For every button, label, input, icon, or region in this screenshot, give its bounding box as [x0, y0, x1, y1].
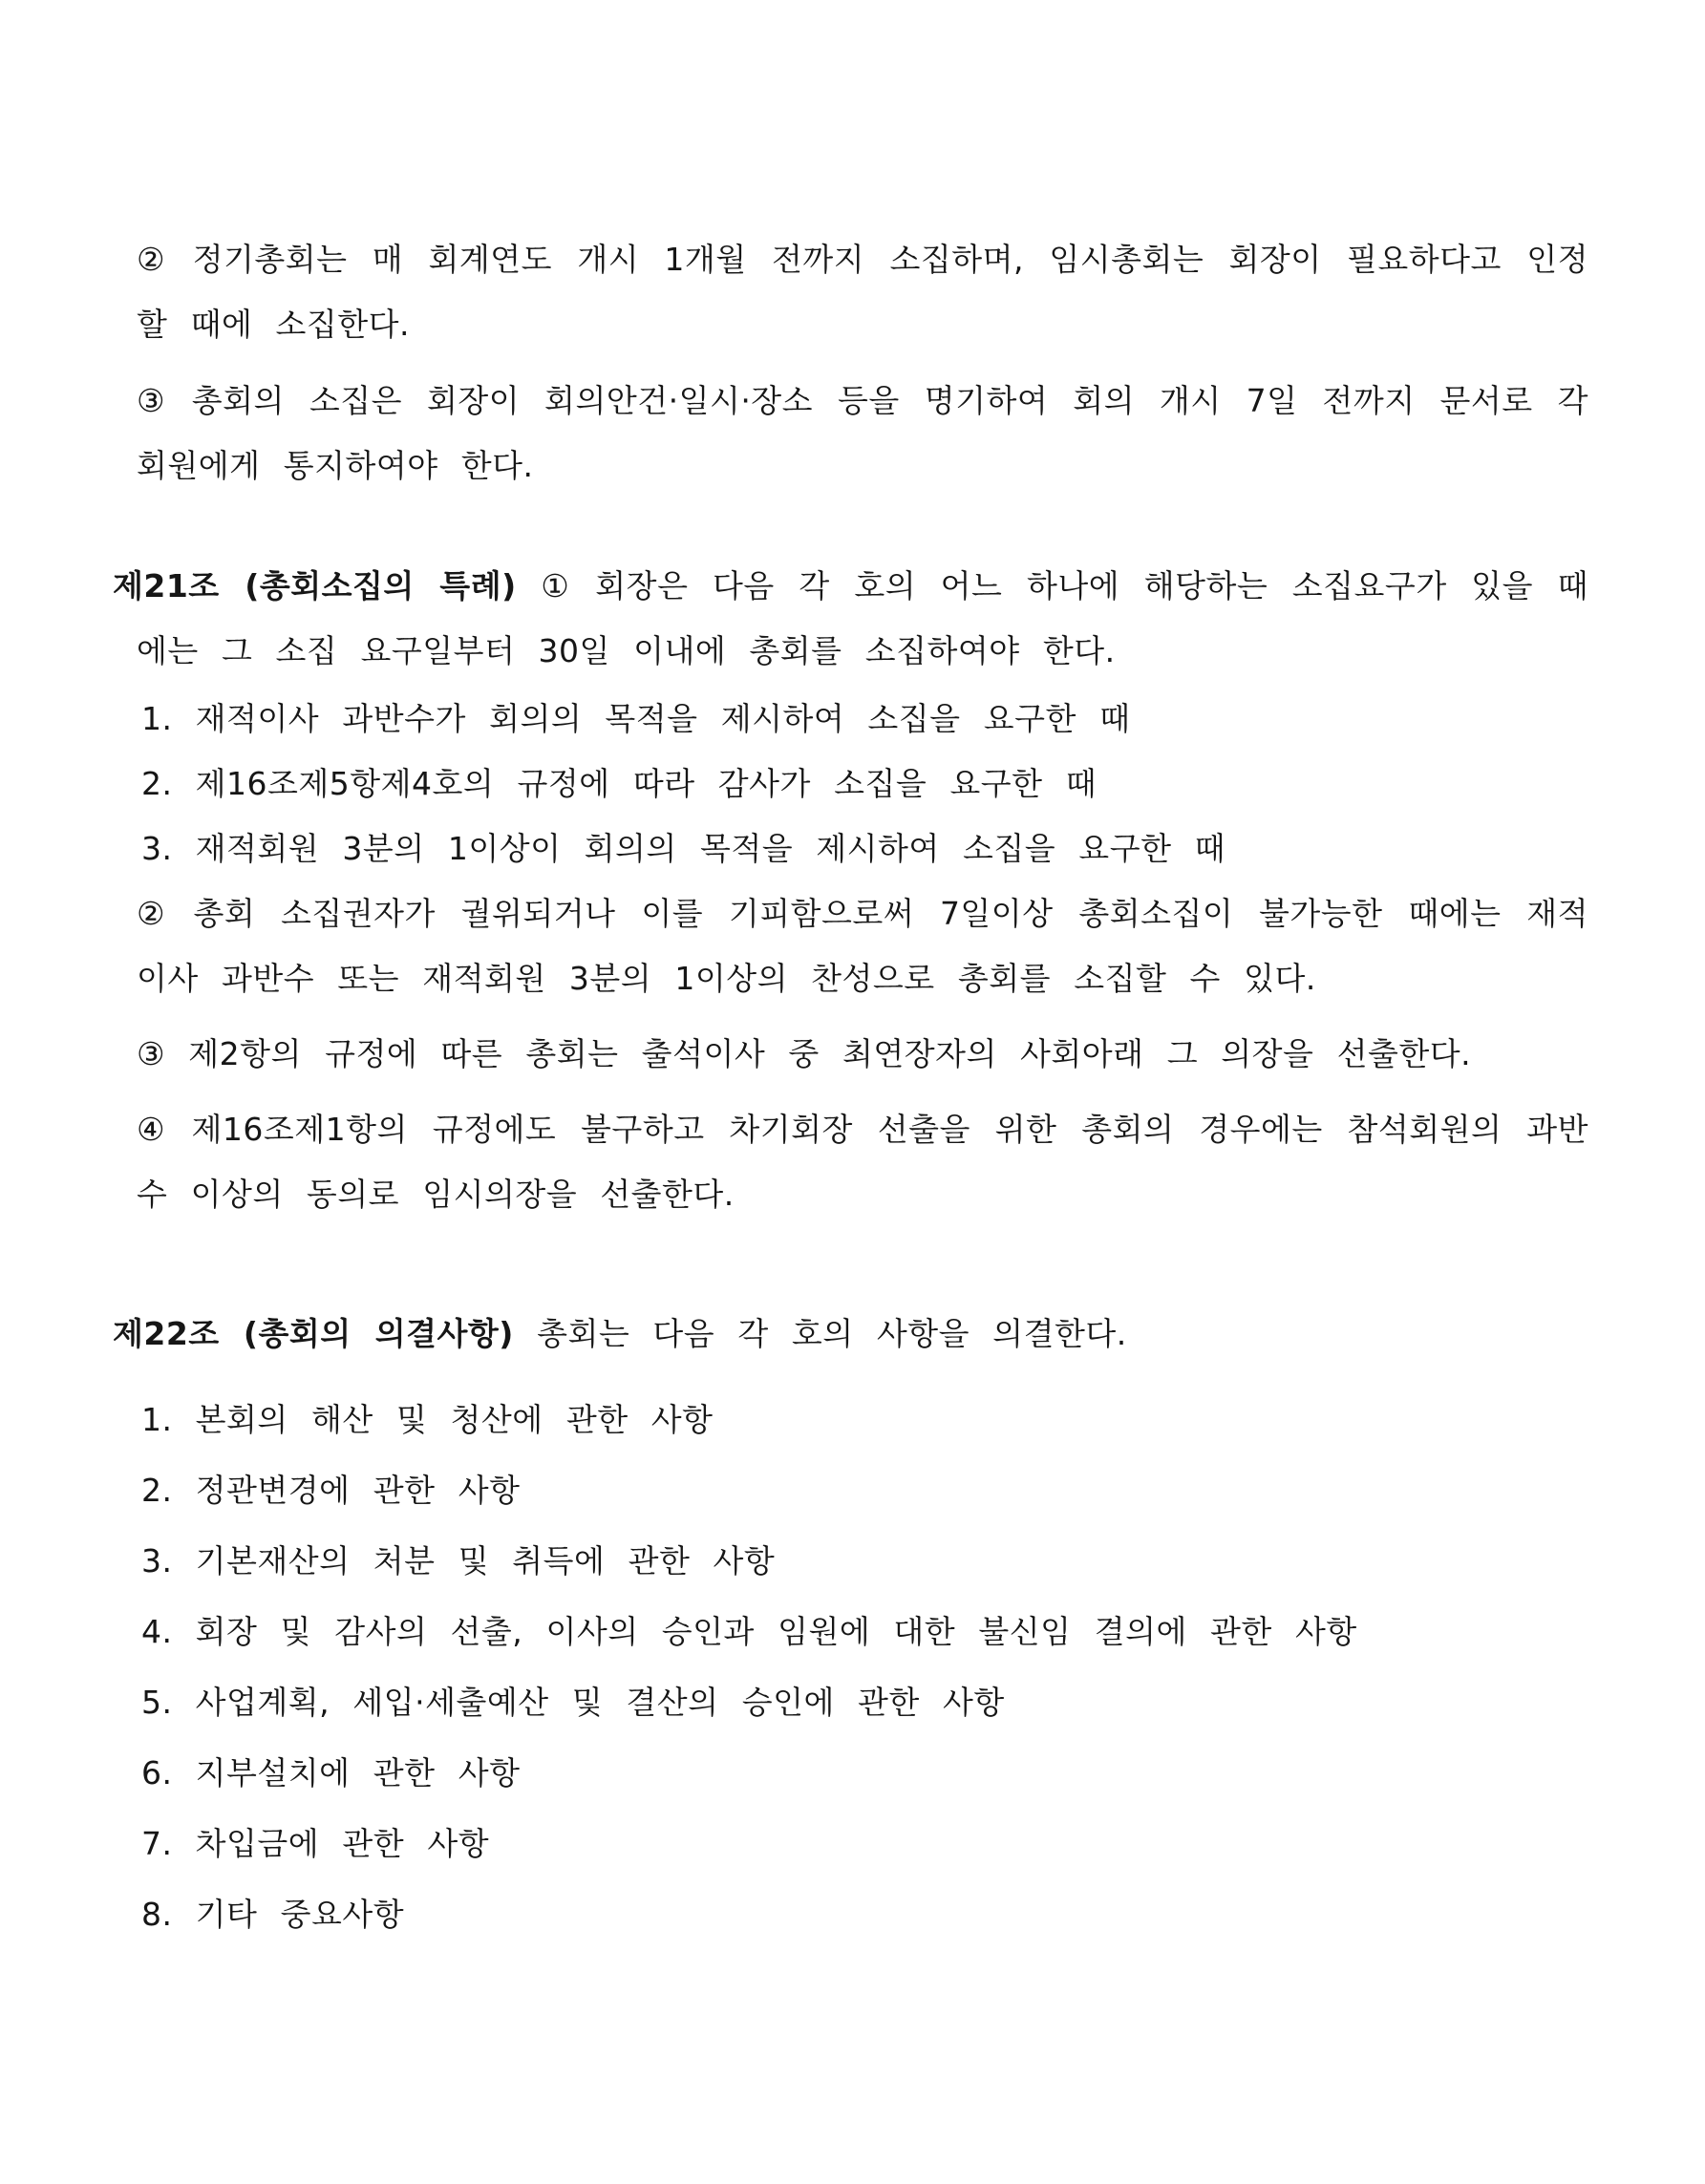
list-item: 1. 재적이사 과반수가 회의의 목적을 제시하여 소집을 요구한 때 [141, 700, 1131, 737]
list-item: 3. 기본재산의 처분 및 취득에 관한 사항 [141, 1542, 776, 1580]
article-22 [113, 1302, 1588, 1947]
list-item: 4. 회장 및 감사의 선출, 이사의 승인과 임원에 대한 불신임 결의에 관한 사항 [141, 1613, 1357, 1650]
list-item: 1. 본회의 해산 및 청산에 관한 사항 [141, 1401, 714, 1438]
list-item: 8. 기타 중요사항 [141, 1896, 405, 1933]
article-21-title: 제21조 (총회소집의 특례) [113, 567, 517, 604]
list-item: 3. 재적회원 3분의 1이상이 회의의 목적을 제시하여 소집을 요구한 때 [141, 830, 1226, 867]
list-item: 2. 정관변경에 관한 사항 [141, 1472, 521, 1509]
article-21 [113, 554, 1588, 1227]
list-item: 6. 지부설치에 관한 사항 [141, 1754, 521, 1792]
article-21-paragraph-2: ② 총회 소집권자가 궐위되거나 이를 기피함으로써 7일이상 총회소집이 불가능한 때에는 재적이사 과반수 또는 재적회원 3분의 1이상의 찬성으로 총회를 소집할 수 있다. [137, 895, 1588, 997]
list-item: 5. 사업계획, 세입·세출예산 및 결산의 승인에 관한 사항 [141, 1684, 1005, 1721]
intro-paragraph-2: ② 정기총회는 매 회계연도 개시 1개월 전까지 소집하며, 임시총회는 회장이 필요하다고 인정할 때에 소집한다. [137, 241, 1588, 343]
intro-paragraph-3: ③ 총회의 소집은 회장이 회의안건·일시·장소 등을 명기하여 회의 개시 7일 전까지 문서로 각 회원에게 통지하여야 한다. [137, 382, 1588, 484]
article-22-lead-text: 총회는 다음 각 호의 사항을 의결한다. [537, 1315, 1127, 1352]
list-item: 7. 차입금에 관한 사항 [141, 1825, 490, 1862]
article-21-lead-text: ① 회장은 다음 각 호의 어느 하나에 해당하는 소집요구가 있을 때에는 그 소집 요구일부터 30일 이내에 총회를 소집하여야 한다. [137, 567, 1588, 669]
article-22-item-list [141, 1388, 1588, 1947]
list-item: 2. 제16조제5항제4호의 규정에 따라 감사가 소집을 요구한 때 [141, 765, 1098, 802]
article-21-heading-paragraph [113, 554, 1588, 684]
article-21-paragraph-3: ③ 제2항의 규정에 따른 총회는 출석이사 중 최연장자의 사회아래 그 의장을 선출한다. [137, 1035, 1472, 1072]
article-22-title: 제22조 (총회의 의결사항) [113, 1315, 514, 1352]
article-21-paragraph-4: ④ 제16조제1항의 규정에도 불구하고 차기회장 선출을 위한 총회의 경우에는 참석회원의 과반수 이상의 동의로 임시의장을 선출한다. [137, 1111, 1588, 1213]
article-21-item-list [141, 687, 1588, 881]
article-22-heading-paragraph [113, 1302, 1588, 1367]
